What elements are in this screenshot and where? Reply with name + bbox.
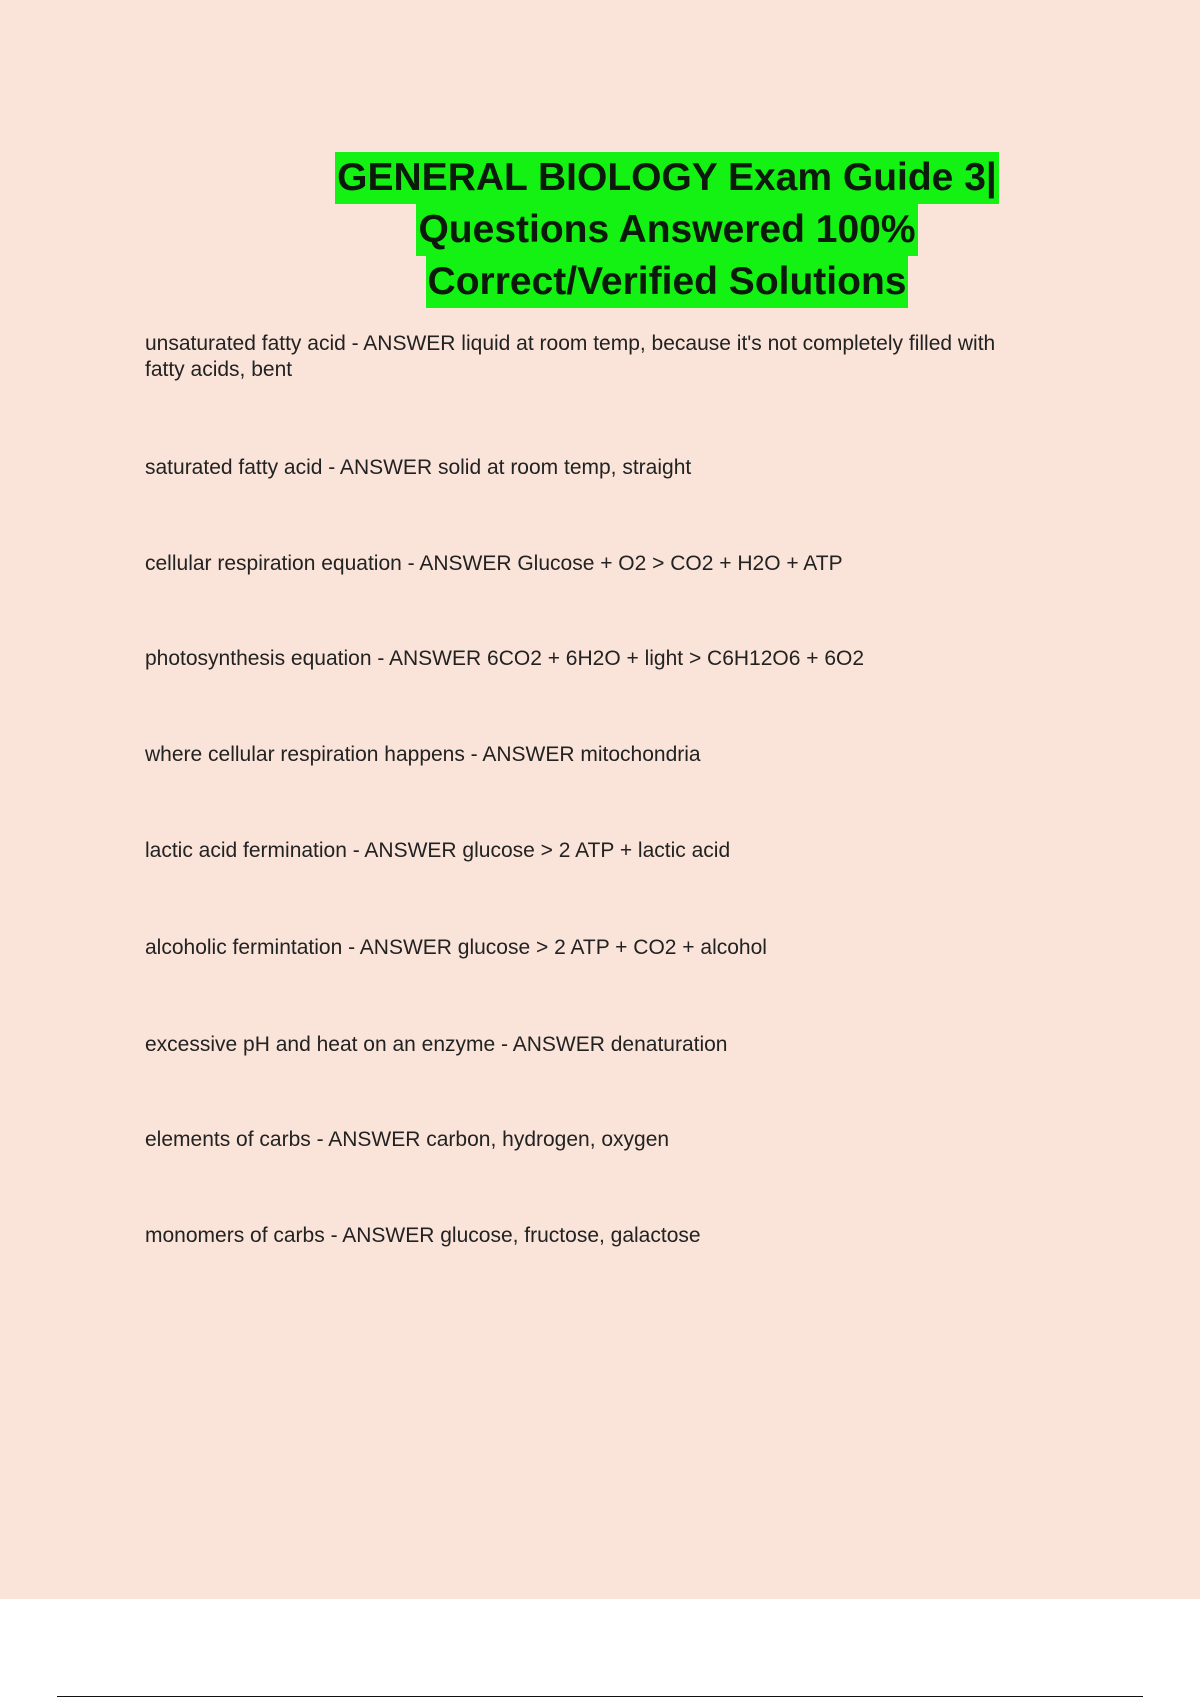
qa-item-cellular-respiration-location: where cellular respiration happens - ANSWER mitochondria	[145, 743, 701, 766]
qa-item-photosynthesis-equation: photosynthesis equation - ANSWER 6CO2 + 6H2O + light > C6H12O6 + 6O2	[145, 647, 865, 670]
qa-item-enzyme-denaturation: excessive pH and heat on an enzyme - ANSWER denaturation	[145, 1033, 728, 1056]
title-line-2: Questions Answered 100%	[416, 204, 917, 256]
document-title	[250, 152, 1084, 308]
footer-divider	[57, 1696, 1143, 1697]
qa-item-lactic-acid-fermentation: lactic acid fermination - ANSWER glucose > 2 ATP + lactic acid	[145, 839, 731, 862]
qa-item-elements-of-carbs: elements of carbs - ANSWER carbon, hydrogen, oxygen	[145, 1128, 670, 1151]
qa-item-alcoholic-fermentation: alcoholic fermintation - ANSWER glucose > 2 ATP + CO2 + alcohol	[145, 936, 767, 959]
qa-item-monomers-of-carbs: monomers of carbs - ANSWER glucose, fructose, galactose	[145, 1224, 701, 1247]
qa-item-cellular-respiration-equation: cellular respiration equation - ANSWER Glucose + O2 > CO2 + H2O + ATP	[145, 552, 843, 575]
title-line-3: Correct/Verified Solutions	[426, 256, 909, 308]
qa-item-saturated-fatty-acid: saturated fatty acid - ANSWER solid at room temp, straight	[145, 456, 692, 479]
qa-item-unsaturated-fatty-acid: unsaturated fatty acid - ANSWER liquid at room temp, because it's not completely filled with fatty acids, bent	[145, 332, 996, 381]
title-line-1: GENERAL BIOLOGY Exam Guide 3|	[335, 152, 999, 204]
